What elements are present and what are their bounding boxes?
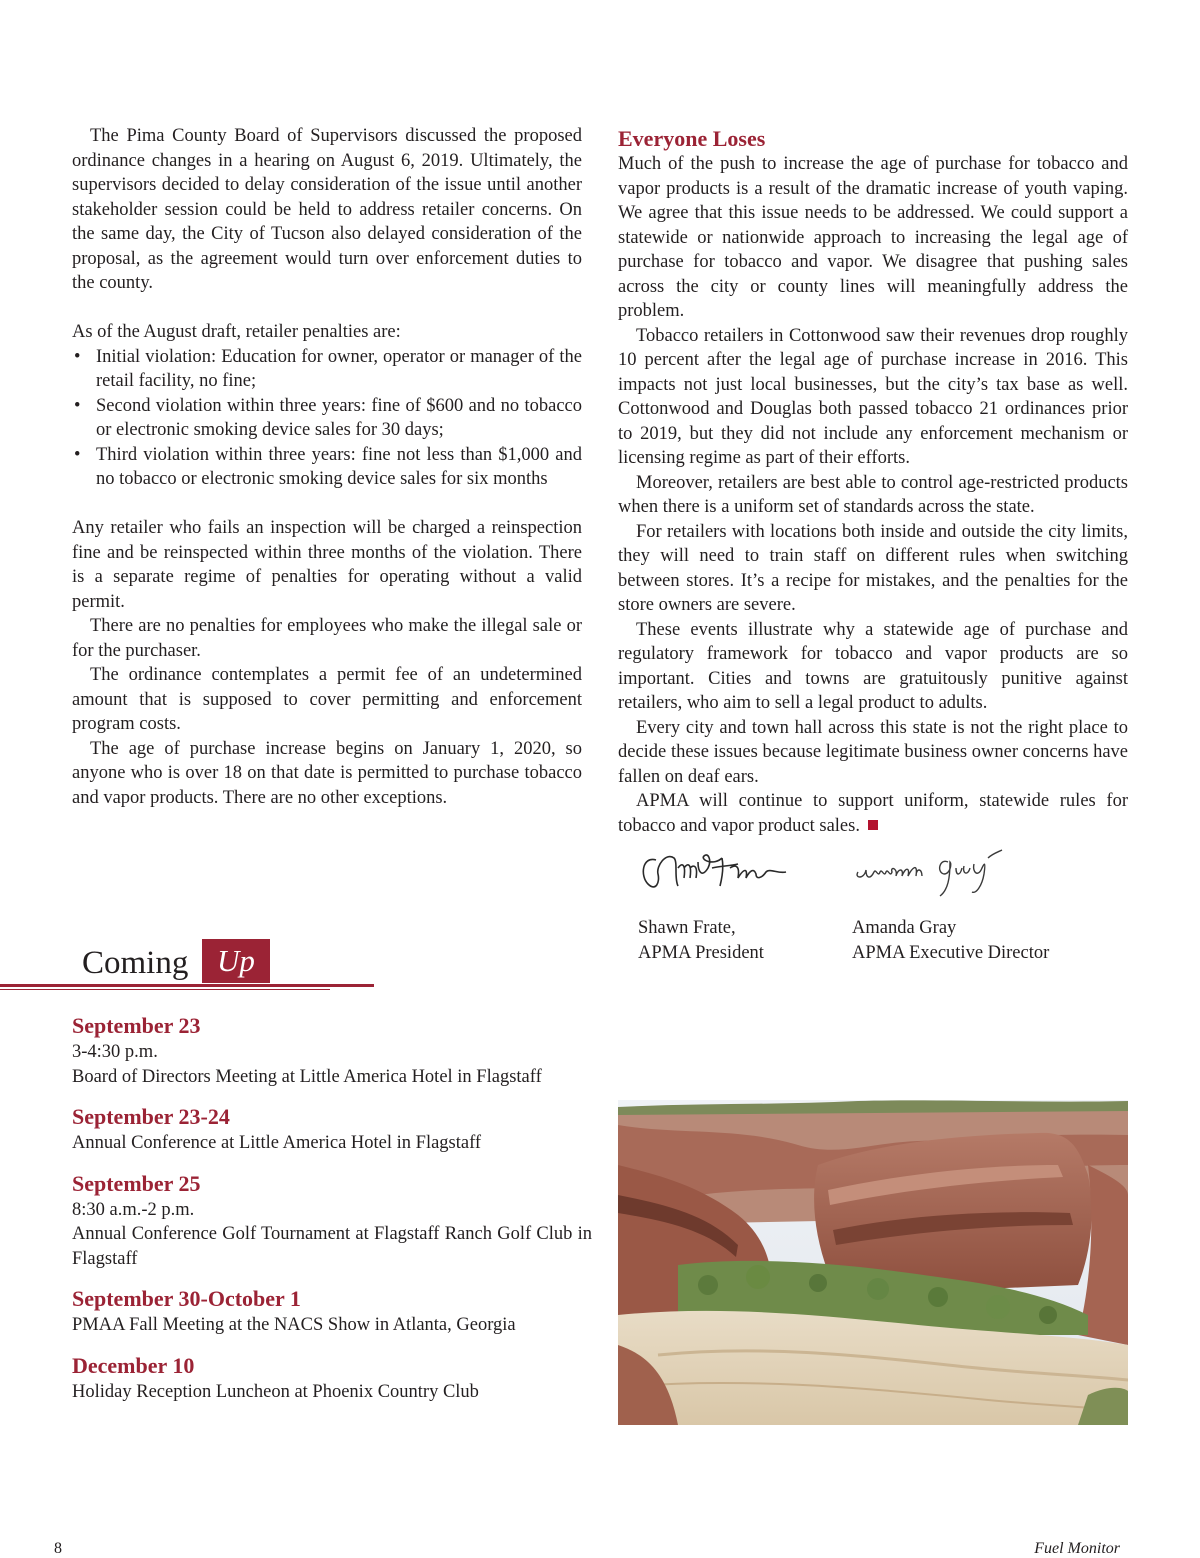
- list-item: [72, 1352, 592, 1405]
- header-rule-thin: [0, 989, 330, 990]
- penalties-list: [72, 345, 582, 492]
- article-paragraph: As of the August draft, retailer penalties are:: [72, 322, 401, 342]
- publication-title: Fuel Monitor: [1034, 1540, 1120, 1557]
- canyon-landscape-image: [618, 1015, 1128, 1425]
- signature-amanda-gray: [852, 838, 1049, 965]
- event-detail: Holiday Reception Luncheon at Phoenix Country Club: [72, 1381, 479, 1402]
- article-paragraph: There are no penalties for employees who make the illegal sale or for the purchaser.: [72, 616, 582, 661]
- end-mark-icon: [868, 820, 878, 830]
- event-detail: PMAA Fall Meeting at the NACS Show in Atlanta, Georgia: [72, 1315, 516, 1335]
- event-detail: Annual Conference at Little America Hotel in Flagstaff: [72, 1133, 482, 1153]
- event-detail: Annual Conference Golf Tournament at Flagstaff Ranch Golf Club in Flagstaff: [72, 1224, 592, 1269]
- article-paragraph: Every city and town hall across this state is not the right place to decide these issues because legitimate business owner concerns have fallen on deaf ears.: [618, 717, 1128, 787]
- right-column: [618, 124, 1128, 838]
- list-item: [72, 1170, 592, 1272]
- article-paragraph: Moreover, retailers are best able to control age-restricted products when there is a uniform set of standards across the state.: [618, 472, 1128, 517]
- list-item: [72, 1012, 592, 1089]
- page-number: 8: [54, 1540, 62, 1557]
- event-detail: 8:30 a.m.-2 p.m.: [72, 1199, 195, 1220]
- section-heading: Everyone Loses: [618, 126, 766, 151]
- signer-name: Amanda Gray: [852, 918, 957, 938]
- event-date: September 23: [72, 1013, 201, 1038]
- handwritten-signature-icon: [638, 838, 788, 908]
- coming-up-header: [0, 938, 380, 994]
- list-item: [72, 1103, 592, 1156]
- signature-block: [638, 838, 1108, 968]
- event-date: September 30-October 1: [72, 1286, 301, 1311]
- signer-name: Shawn Frate,: [638, 918, 736, 938]
- signer-title: APMA Executive Director: [852, 942, 1050, 963]
- handwritten-signature-icon: [852, 838, 1012, 908]
- article-paragraph: Much of the push to increase the age of purchase for tobacco and vapor products is a result of the dramatic increase of youth vaping. We agree that this issue needs to be addressed. We could support a statewide or nationwide approach to increasing the legal age of purchase for tobacco and vapor. We disagree that pushing sales across the city or county lines will meaningfully address the problem.: [618, 154, 1128, 321]
- list-item: • Second violation within three years: fine of $600 and no tobacco or electronic smoking device sales for 30 days;: [72, 394, 582, 443]
- event-detail: Board of Directors Meeting at Little America Hotel in Flagstaff: [72, 1066, 542, 1087]
- header-rule: [0, 984, 374, 987]
- list-item: • Third violation within three years: fine not less than $1,000 and no tobacco or electronic smoking device sales for six months: [72, 443, 582, 492]
- article-paragraph: Tobacco retailers in Cottonwood saw their revenues drop roughly 10 percent after the legal age of purchase increase in 2016. This impacts not just local businesses, but the city’s tax base as well. Cottonwood and Douglas both passed tobacco 21 ordinances prior to 2019, but they did not include any enforcement mechanism or licensing regime as part of their efforts.: [618, 325, 1128, 468]
- left-column: [72, 124, 582, 810]
- article-paragraph: For retailers with locations both inside and outside the city limits, they will need to train staff on different rules when switching between stores. It’s a recipe for mistakes, and the penalties for the store owners are severe.: [618, 521, 1128, 615]
- list-item: • Initial violation: Education for owner, operator or manager of the retail facility, no fine;: [72, 345, 582, 394]
- article-paragraph: The Pima County Board of Supervisors discussed the proposed ordinance changes in a hearing on August 6, 2019. Ultimately, the supervisors decided to delay consideration of the issue until another stakeholder session could be held to address retailer concerns. On the same day, the City of Tucson also delayed consideration of the proposal, as the agreement would turn over enforcement duties to the county.: [72, 126, 582, 293]
- event-detail: 3-4:30 p.m.: [72, 1042, 158, 1062]
- canyon-photo: [618, 1015, 1128, 1425]
- article-paragraph: The age of purchase increase begins on January 1, 2020, so anyone who is over 18 on that date is permitted to purchase tobacco and vapor products. There are no other exceptions.: [72, 738, 582, 808]
- event-date: September 25: [72, 1170, 201, 1196]
- article-paragraph: Any retailer who fails an inspection will be charged a reinspection fine and be reinspected within three months of the violation. There is a separate regime of penalties for operating without a valid permit.: [72, 518, 582, 612]
- coming-up-title: Coming: [82, 945, 189, 981]
- article-paragraph: The ordinance contemplates a permit fee of an undetermined amount that is supposed to cover permitting and enforcement program costs.: [72, 665, 582, 734]
- event-date: December 10: [72, 1352, 195, 1378]
- events-list: [72, 1012, 592, 1418]
- signer-title: APMA President: [638, 942, 764, 963]
- closing-text: APMA will continue to support uniform, statewide rules for tobacco and vapor product sales.: [618, 791, 1128, 836]
- article-paragraph: These events illustrate why a statewide age of purchase and regulatory framework for tobacco and vapor products are so important. Cities and towns are gratuitously punitive against retailers, who aim to sell a legal product to adults.: [618, 619, 1128, 713]
- article-paragraph-final: [618, 789, 1128, 838]
- list-item: [72, 1285, 592, 1338]
- signature-shawn-frate: [638, 838, 788, 965]
- coming-up-highlight: Up: [202, 939, 270, 983]
- event-date: September 23-24: [72, 1104, 230, 1129]
